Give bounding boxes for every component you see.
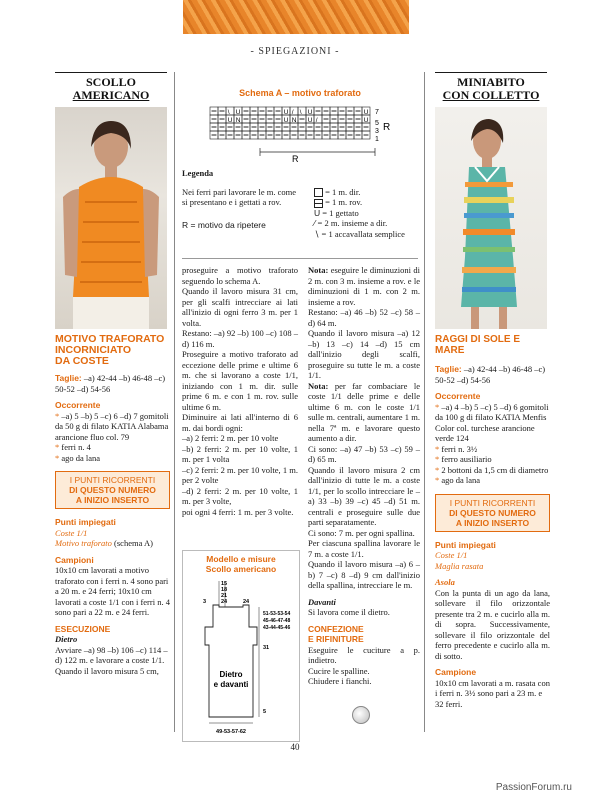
campione-text: 10x10 cm lavorati a m. rasata con i ferri n. 3½ sono pari a 23 m. e 32 ferri. [435,677,550,709]
row-number: 1 [375,136,379,143]
right-heading: RAGGI DI SOLE E MARE [435,334,521,356]
occ-text: ferri n. 3½ [441,443,478,454]
col2-paragraph: Restano: –a) 92 –b) 100 –c) 108 –d) 116 m. [182,328,298,349]
diagram-title: Scollo americano [205,564,277,574]
nota-label: Nota: [308,265,329,275]
stitch-mark: U [363,108,369,116]
occ-item: * ago da lana [435,475,481,485]
knit-symbol-icon [314,188,323,197]
nota-text: eseguire le diminuzioni di 2 m. con 3 m. insieme a rov. e le diminuzioni di 1 m. con 2 m. insieme a rov. [308,265,420,307]
legend-item [314,218,405,229]
col3-paragraph [308,265,420,307]
dim-label: 49-53-57-62 [216,729,246,735]
legend-block [182,168,418,239]
col3-paragraph: Quando il lavoro misura 2 cm dall'inizio di tutte le m. a coste 1/1, per lo scollo intrecciare le –a) 33 –b) 39 –c) 45 –d) 51 m. centrali e proseguire sulle due parti separatamente. [308,464,420,527]
stitch-mark: \ [299,108,302,116]
col3-paragraph: Quando il lavoro misura –a) 12 –b) 13 –c) 14 –d) 15 cm dall'inizio degli scalfi, proseguire su tutte le m. a coste 1/1. [308,328,420,380]
col3-paragraph: Si lavora come il dietro. [308,607,390,617]
photo-orange-top [55,107,167,329]
confezione-heading [308,624,420,645]
davanti-heading: Davanti [308,596,336,607]
right-title-line: CON COLLETTO [442,88,540,102]
left-taglie [55,373,170,394]
legend-item-text: = 1 accavallata semplice [321,228,405,239]
legend-text: Nei ferri pari lavorare le m. come si presentano e i gettati a rov. [182,186,296,207]
col2-paragraph: Quando il lavoro misura 31 cm, per gli scalfi intrecciare ai lati all'inizio di ogni ferro 3 m. per 1 volta. [182,286,298,328]
header-photo [183,0,409,34]
stitch-mark: \ [227,108,230,116]
nota-label: Nota: [308,380,329,391]
dim-label: 31 [263,645,270,651]
schema-title [182,88,418,98]
column-divider [424,72,425,732]
dietro-text: Quando il lavoro misura 5 cm, [55,665,159,676]
campione-heading: Campione [435,667,477,677]
piece-label: e davanti [213,680,249,689]
heading-line: MOTIVO TRAFORATO [55,333,165,345]
page-number: 40 [290,742,300,752]
occ-text: 2 bottoni da 1,5 cm di diametro [441,464,549,475]
occ-text: –a) 5 –b) 5 –c) 6 –d) 7 gomitoli da 50 g di filato KATIA Alabama arancione fluo col. 79 [55,410,169,442]
schema-title-text: Schema A – motivo traforato [239,88,361,98]
occ-item: * 2 bottoni da 1,5 cm di diametro [435,464,549,475]
legend-item [314,208,405,219]
yarn-over-icon: U [314,207,321,218]
stitch-mark: U [307,108,313,116]
stitch-mark: U [283,108,289,116]
dim-label: 3 [203,599,207,605]
col3-paragraph: Cucire le spalline. [308,665,370,676]
legend-item [314,187,405,198]
col3-paragraph: Quando il lavoro misura –a) 6 –b) 7 –c) 8 –d) 9 cm dall'inizio della spallina, intrecciare le m. [308,559,420,590]
left-title [55,76,167,102]
box-line: I PUNTI RICORRENTI [449,497,536,508]
punti-name: Motivo traforato [55,538,112,548]
dim-label: 15 [221,581,228,587]
col2-paragraph: proseguire a motivo traforato seguendo lo schema A. [182,265,298,286]
diagram-title: Modello e misure [206,554,276,564]
legend-repeat: R = motivo da ripetere [182,219,266,230]
watermark: PassionForum.ru [495,782,572,793]
legend-item-text: = 1 m. dir. [325,186,361,197]
punti-item: Coste 1/1 [55,527,88,538]
col3-paragraph: Per ciascuna spallina lavorare le 7 m. a coste 1/1. [308,538,420,559]
info-box [55,471,170,509]
stitch-mark: N [235,116,241,124]
diagram-svg [183,577,299,737]
row-number: 7 [375,109,379,116]
heading-line: E RIFINITURE [308,634,364,644]
col2-paragraph: Diminuire ai lati all'interno di 6 m. dai bordi ogni: [182,412,298,433]
yarn-ball-icon [352,706,370,724]
measure-diagram [182,550,300,742]
occorrente-heading: Occorrente [435,391,481,401]
right-taglie [435,364,550,385]
stitch-mark: U [363,116,369,124]
stitch-mark: / [291,108,294,116]
punti-heading: Punti impiegati [435,539,496,550]
legend-item-text: = 1 gettato [322,207,359,218]
heading-line: DA COSTE [55,355,109,367]
punti-note: (schema A) [111,538,153,548]
dim-label: 43-44-45-46 [263,625,291,631]
asola-heading: Asola [435,577,455,587]
col2-text [182,265,298,517]
col3-paragraph: Eseguire le cuciture a p. indietro. [308,644,420,665]
repeat-side-label: R [383,122,391,133]
photo-striped-dress [435,107,547,329]
punti-item: Coste 1/1 [435,550,468,560]
nota-text: per far combaciare le coste 1/1 delle prime e delle ultime 6 m. con le coste 1/1 sulle m. centrali, aumentare 1 m. nella 7ª m. e lavorare questo aumento a dir. [308,380,420,443]
box-line: A INIZIO INSERTO [455,517,530,528]
dietro-text: Avviare –a) 98 –b) 106 –c) 114 –d) 122 m. e lavorare a coste 1/1. [55,644,168,665]
col2-paragraph: Proseguire a motivo traforato ad eccezione delle prime e ultime 6 m. che si lavorano a coste 1/1, iniziando con 1 m. dir. sulle prime 6 m. e con 1 m. rov. sulle ultime 6 m. [182,349,298,412]
left-column-body [55,334,170,676]
dim-label: 18 [221,587,228,593]
occ-item: * ago da lana [55,452,101,463]
dim-label: 24 [243,599,250,605]
k2tog-icon: ⁄ [314,218,316,229]
punti-item: Maglia rasata [435,560,484,571]
taglie-label: Taglie: [55,373,82,383]
col3-paragraph: Ci sono: –a) 47 –b) 53 –c) 59 –d) 65 m. [308,443,420,464]
column-divider [174,72,175,732]
col3-text [308,265,420,687]
occ-item: * ferro ausiliario [435,454,492,464]
stitch-mark: / [315,116,318,124]
legend-item-text: = 2 m. insieme a dir. [317,218,388,229]
occ-item: * ferri n. 4 [55,442,91,452]
occ-text: –a) 4 –b) 5 –c) 5 –d) 6 gomitoli da 100 g di filato KATIA Menfis Color col. turchese arancione verde 124 [435,401,549,443]
punti-item [55,538,170,549]
repeat-label: R [292,154,299,164]
campioni-text: 10x10 cm lavorati a motivo traforato con i ferri n. 4 sono pari a 20 m. e 24 ferri; 10x10 cm lavorati a coste 1/1 con i ferri n. 4 sono pari a 22 m. e 24 ferri. [55,565,170,617]
dim-label: 5 [263,709,267,715]
heading-line: INCORNICIATO [55,344,132,356]
dim-label: 51-53-53-54 [263,611,291,617]
box-line: DI QUESTO NUMERO [69,485,156,495]
dietro-heading: Dietro [55,634,78,644]
campioni-heading: Campioni [55,554,94,565]
col2-paragraph: –b) 2 ferri: 2 m. per 10 volte, 1 m. per 1 volta [182,443,298,464]
divider [182,258,418,259]
stitch-mark: U [283,116,289,124]
legend-item-text: = 1 m. rov. [325,197,363,208]
garment-outline [205,605,257,717]
schema-chart [205,102,395,164]
left-heading [55,334,170,367]
right-column-body [435,334,550,709]
purl-symbol-icon [314,199,323,208]
col2-paragraph: –a) 2 ferri: 2 m. per 10 volte [182,433,279,443]
left-title-line: SCOLLO [85,75,136,89]
col3-paragraph: Ci sono: 7 m. per ogni spallina. [308,527,415,538]
stitch-mark: U [235,108,241,116]
col2-paragraph: –c) 2 ferri: 2 m. per 10 volte, 1 m. per 2 volte [182,464,298,485]
stitch-mark: U [307,116,313,124]
box-line: DI QUESTO NUMERO [449,507,536,518]
dim-label: 24 [221,599,228,605]
col2-paragraph: –d) 2 ferri: 2 m. per 10 volte, 1 m. per 3 volte, [182,485,298,506]
stitch-mark: U [227,116,233,124]
col3-paragraph: Chiudere i fianchi. [308,676,372,686]
occ-item: * –a) 5 –b) 5 –c) 6 –d) 7 gomitoli da 50 g di filato KATIA Alabama arancione fluo col. 79 [55,410,169,442]
right-title [435,76,547,102]
skpo-icon: ∖ [314,228,320,239]
title-rule [55,72,167,73]
punti-heading: Punti impiegati [55,517,116,527]
occ-text: ferri n. 4 [61,442,91,452]
box-line: A INIZIO INSERTO [75,495,150,505]
row-number: 5 [375,120,379,127]
info-box [435,494,550,532]
legend-heading: Legenda [182,168,214,178]
left-title-line: AMERICANO [72,88,150,102]
taglie-value: –a) 42-44 –b) 46-48 –c) 50-52 –d) 54-56 [55,373,166,394]
occ-text: ago da lana [441,475,481,485]
col3-paragraph [308,381,420,444]
box-line: I PUNTI RICORRENTI [69,475,156,485]
dim-label: 45-46-47-48 [263,618,291,624]
asola-text: Con la punta di un ago da lana, sollevare il filo orizzontale presente tra 2 m. e cucirlo alla m. di sopra. Successivamente, sollevare il filo orizzontale del ferro precedente e cucirlo alla m. di sotto. [435,587,550,661]
right-title-line: MINIABITO [457,75,525,89]
heading-line: CONFEZIONE [308,623,364,634]
legend-item [314,197,405,208]
section-label: - SPIEGAZIONI - [250,46,340,57]
col3-paragraph: Restano: –a) 46 –b) 52 –c) 58 –d) 64 m. [308,307,420,328]
occ-text: ferro ausiliario [441,454,492,464]
piece-label: Dietro [219,670,243,679]
occorrente-heading: Occorrente [55,400,101,410]
taglie-label: Taglie: [435,364,462,374]
occ-item: * ferri n. 3½ [435,443,478,454]
esecuzione-heading: ESECUZIONE [55,623,111,634]
dim-label: 21 [221,593,228,599]
stitch-mark: N [291,116,297,124]
legend-item [314,229,405,240]
taglie-value: –a) 42-44 –b) 46-48 –c) 50-52 –d) 54-56 [435,364,546,385]
col2-paragraph: poi ogni 4 ferri: 1 m. per 3 volte. [182,506,294,517]
title-rule [435,72,547,73]
row-number: 3 [375,128,379,135]
occ-item: * –a) 4 –b) 5 –c) 5 –d) 6 gomitoli da 100 g di filato KATIA Menfis Color col. turchese arancione verde 124 [435,401,549,443]
occ-text: ago da lana [61,452,101,463]
